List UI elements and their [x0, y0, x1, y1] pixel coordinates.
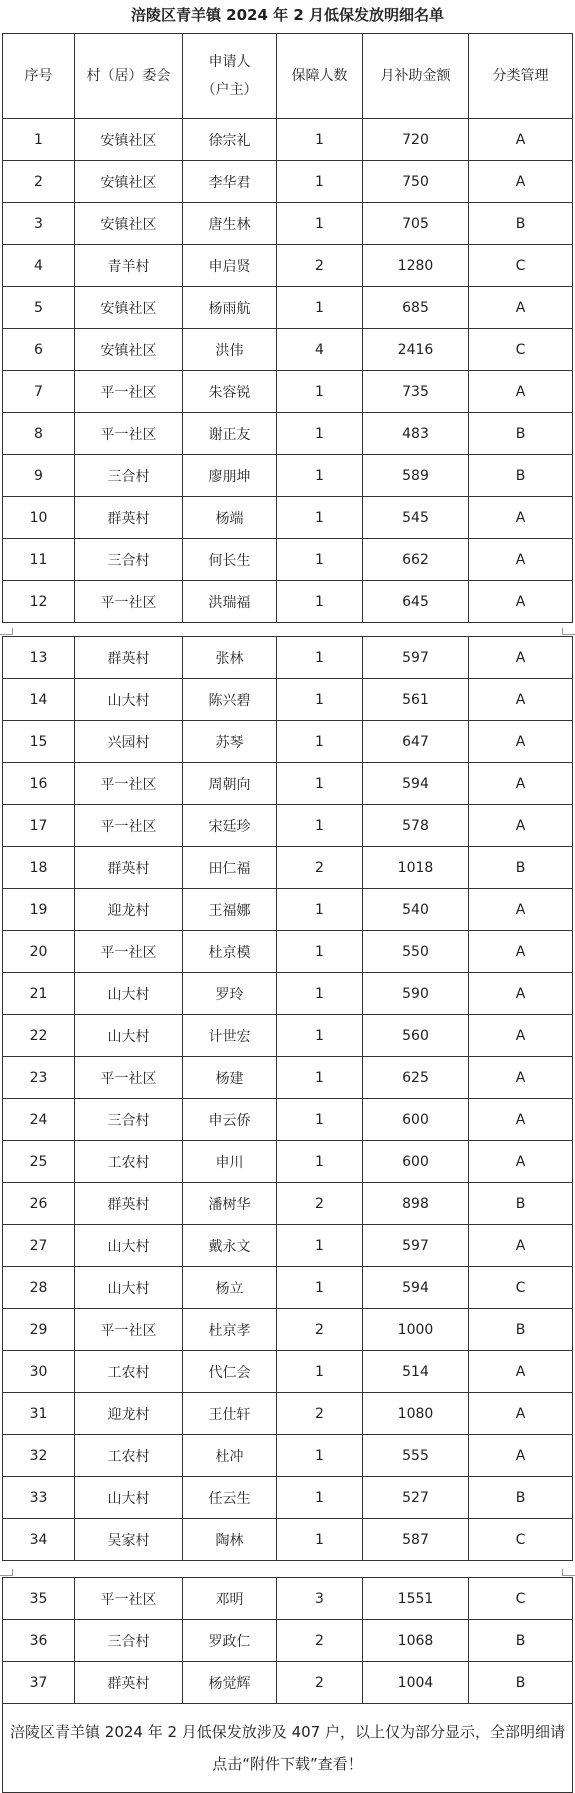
header-committee: 村（居）委会 — [75, 34, 183, 119]
table-row — [3, 1393, 573, 1435]
page-title: 涪陵区青羊镇 2024 年 2 月低保发放明细名单 — [130, 6, 445, 24]
row-category: A — [469, 161, 573, 203]
row-applicant: 周朝向 — [183, 763, 277, 805]
row-people-count: 1 — [277, 455, 363, 497]
row-category: B — [469, 1662, 573, 1704]
row-index: 34 — [3, 1519, 75, 1561]
row-monthly-amount: 527 — [363, 1477, 469, 1519]
row-index: 28 — [3, 1267, 75, 1309]
row-index: 2 — [3, 161, 75, 203]
row-category: B — [469, 1477, 573, 1519]
table-row — [3, 1309, 573, 1351]
row-committee: 迎龙村 — [75, 1393, 183, 1435]
row-index: 8 — [3, 413, 75, 455]
row-applicant: 潘树华 — [183, 1183, 277, 1225]
row-monthly-amount: 550 — [363, 931, 469, 973]
row-applicant: 李华君 — [183, 161, 277, 203]
row-people-count: 1 — [277, 973, 363, 1015]
table-row — [3, 1183, 573, 1225]
row-applicant: 陶林 — [183, 1519, 277, 1561]
row-category: A — [469, 1435, 573, 1477]
row-index: 36 — [3, 1620, 75, 1662]
row-category: C — [469, 1519, 573, 1561]
row-index: 21 — [3, 973, 75, 1015]
row-monthly-amount: 597 — [363, 637, 469, 679]
row-applicant: 罗玲 — [183, 973, 277, 1015]
table-row — [3, 1057, 573, 1099]
row-category: A — [469, 119, 573, 161]
table-row — [3, 1662, 573, 1704]
row-applicant: 杜冲 — [183, 1435, 277, 1477]
table-row — [3, 1477, 573, 1519]
row-index: 1 — [3, 119, 75, 161]
table-row — [3, 455, 573, 497]
row-committee: 山大村 — [75, 1477, 183, 1519]
row-monthly-amount: 1280 — [363, 245, 469, 287]
row-applicant: 何长生 — [183, 539, 277, 581]
row-people-count: 1 — [277, 931, 363, 973]
row-people-count: 3 — [277, 1578, 363, 1620]
row-monthly-amount: 590 — [363, 973, 469, 1015]
row-people-count: 1 — [277, 1519, 363, 1561]
row-people-count: 1 — [277, 119, 363, 161]
row-monthly-amount: 600 — [363, 1099, 469, 1141]
row-people-count: 1 — [277, 1435, 363, 1477]
row-applicant: 申云侨 — [183, 1099, 277, 1141]
row-category: C — [469, 245, 573, 287]
header-monthly-amount: 月补助金额 — [363, 34, 469, 119]
row-people-count: 1 — [277, 287, 363, 329]
row-committee: 吴家村 — [75, 1519, 183, 1561]
row-index: 6 — [3, 329, 75, 371]
row-monthly-amount: 645 — [363, 581, 469, 623]
row-applicant: 张林 — [183, 637, 277, 679]
row-monthly-amount: 1551 — [363, 1578, 469, 1620]
row-monthly-amount: 662 — [363, 539, 469, 581]
row-people-count: 1 — [277, 1225, 363, 1267]
row-people-count: 1 — [277, 763, 363, 805]
row-committee: 安镇社区 — [75, 203, 183, 245]
row-applicant: 朱容锐 — [183, 371, 277, 413]
row-index: 14 — [3, 679, 75, 721]
row-applicant: 杨觉辉 — [183, 1662, 277, 1704]
row-index: 7 — [3, 371, 75, 413]
row-category: A — [469, 539, 573, 581]
table-row — [3, 539, 573, 581]
table-row — [3, 119, 573, 161]
row-committee: 平一社区 — [75, 1578, 183, 1620]
row-index: 20 — [3, 931, 75, 973]
row-category: A — [469, 1015, 573, 1057]
row-category: A — [469, 1099, 573, 1141]
row-people-count: 1 — [277, 413, 363, 455]
row-monthly-amount: 589 — [363, 455, 469, 497]
header-applicant: 申请人 （户主） — [183, 34, 277, 119]
table-row — [3, 371, 573, 413]
row-committee: 平一社区 — [75, 413, 183, 455]
table-row — [3, 889, 573, 931]
row-index: 16 — [3, 763, 75, 805]
row-index: 31 — [3, 1393, 75, 1435]
row-monthly-amount: 483 — [363, 413, 469, 455]
row-index: 32 — [3, 1435, 75, 1477]
table-row — [3, 805, 573, 847]
row-index: 15 — [3, 721, 75, 763]
row-people-count: 1 — [277, 161, 363, 203]
row-committee: 安镇社区 — [75, 119, 183, 161]
row-category: A — [469, 721, 573, 763]
row-monthly-amount: 750 — [363, 161, 469, 203]
row-committee: 群英村 — [75, 1662, 183, 1704]
row-committee: 群英村 — [75, 847, 183, 889]
row-committee: 山大村 — [75, 973, 183, 1015]
row-people-count: 1 — [277, 497, 363, 539]
row-monthly-amount: 1000 — [363, 1309, 469, 1351]
row-people-count: 1 — [277, 679, 363, 721]
row-committee: 群英村 — [75, 637, 183, 679]
header-category: 分类管理 — [469, 34, 573, 119]
row-applicant: 田仁福 — [183, 847, 277, 889]
table-row — [3, 287, 573, 329]
row-committee: 三合村 — [75, 1620, 183, 1662]
table-row — [3, 203, 573, 245]
row-people-count: 1 — [277, 1015, 363, 1057]
row-monthly-amount: 587 — [363, 1519, 469, 1561]
row-category: B — [469, 1309, 573, 1351]
row-monthly-amount: 647 — [363, 721, 469, 763]
row-applicant: 杨端 — [183, 497, 277, 539]
row-category: C — [469, 329, 573, 371]
row-category: A — [469, 1141, 573, 1183]
row-monthly-amount: 2416 — [363, 329, 469, 371]
row-index: 27 — [3, 1225, 75, 1267]
row-committee: 平一社区 — [75, 805, 183, 847]
row-monthly-amount: 545 — [363, 497, 469, 539]
page-break-marker — [0, 628, 575, 634]
row-category: A — [469, 581, 573, 623]
row-applicant: 申启贤 — [183, 245, 277, 287]
row-applicant: 杨雨航 — [183, 287, 277, 329]
table-row — [3, 1519, 573, 1561]
row-applicant: 陈兴碧 — [183, 679, 277, 721]
row-committee: 安镇社区 — [75, 329, 183, 371]
row-monthly-amount: 735 — [363, 371, 469, 413]
table-row — [3, 329, 573, 371]
row-people-count: 2 — [277, 1662, 363, 1704]
row-people-count: 1 — [277, 203, 363, 245]
row-people-count: 2 — [277, 1183, 363, 1225]
row-applicant: 苏琴 — [183, 721, 277, 763]
row-people-count: 1 — [277, 1141, 363, 1183]
row-category: A — [469, 1225, 573, 1267]
row-applicant: 邓明 — [183, 1578, 277, 1620]
header-people-count: 保障人数 — [277, 34, 363, 119]
row-people-count: 1 — [277, 1477, 363, 1519]
row-monthly-amount: 597 — [363, 1225, 469, 1267]
row-monthly-amount: 1068 — [363, 1620, 469, 1662]
row-applicant: 任云生 — [183, 1477, 277, 1519]
row-committee: 安镇社区 — [75, 287, 183, 329]
row-applicant: 谢正友 — [183, 413, 277, 455]
row-index: 10 — [3, 497, 75, 539]
table-row — [3, 1099, 573, 1141]
row-applicant: 代仁会 — [183, 1351, 277, 1393]
row-applicant: 申川 — [183, 1141, 277, 1183]
row-people-count: 1 — [277, 1267, 363, 1309]
row-committee: 三合村 — [75, 1099, 183, 1141]
row-index: 12 — [3, 581, 75, 623]
row-committee: 山大村 — [75, 1225, 183, 1267]
header-index: 序号 — [3, 34, 75, 119]
row-index: 25 — [3, 1141, 75, 1183]
row-index: 37 — [3, 1662, 75, 1704]
row-committee: 平一社区 — [75, 1309, 183, 1351]
row-category: B — [469, 1620, 573, 1662]
page-break-marker — [0, 1569, 575, 1575]
row-applicant: 杜京模 — [183, 931, 277, 973]
row-monthly-amount: 685 — [363, 287, 469, 329]
row-applicant: 王仕轩 — [183, 1393, 277, 1435]
row-index: 18 — [3, 847, 75, 889]
row-applicant: 计世宏 — [183, 1015, 277, 1057]
row-monthly-amount: 705 — [363, 203, 469, 245]
table-row — [3, 161, 573, 203]
row-committee: 山大村 — [75, 1015, 183, 1057]
row-monthly-amount: 1080 — [363, 1393, 469, 1435]
row-monthly-amount: 555 — [363, 1435, 469, 1477]
row-committee: 山大村 — [75, 679, 183, 721]
row-monthly-amount: 514 — [363, 1351, 469, 1393]
row-committee: 青羊村 — [75, 245, 183, 287]
row-people-count: 1 — [277, 1351, 363, 1393]
row-committee: 安镇社区 — [75, 161, 183, 203]
row-applicant: 徐宗礼 — [183, 119, 277, 161]
row-applicant: 戴永文 — [183, 1225, 277, 1267]
row-people-count: 1 — [277, 1099, 363, 1141]
row-monthly-amount: 1004 — [363, 1662, 469, 1704]
row-index: 35 — [3, 1578, 75, 1620]
footer-row — [3, 1704, 573, 1793]
row-committee: 工农村 — [75, 1141, 183, 1183]
row-people-count: 2 — [277, 847, 363, 889]
row-monthly-amount: 720 — [363, 119, 469, 161]
row-committee: 工农村 — [75, 1435, 183, 1477]
allowance-table-part-3 — [2, 1577, 573, 1793]
table-row — [3, 1578, 573, 1620]
row-committee: 群英村 — [75, 1183, 183, 1225]
table-row — [3, 497, 573, 539]
table-row — [3, 847, 573, 889]
row-monthly-amount: 594 — [363, 1267, 469, 1309]
row-monthly-amount: 1018 — [363, 847, 469, 889]
table-row — [3, 1620, 573, 1662]
row-index: 33 — [3, 1477, 75, 1519]
row-category: A — [469, 805, 573, 847]
row-index: 23 — [3, 1057, 75, 1099]
row-monthly-amount: 625 — [363, 1057, 469, 1099]
row-people-count: 2 — [277, 1393, 363, 1435]
row-category: B — [469, 847, 573, 889]
row-committee: 平一社区 — [75, 371, 183, 413]
row-category: A — [469, 497, 573, 539]
row-category: A — [469, 973, 573, 1015]
row-index: 29 — [3, 1309, 75, 1351]
row-category: A — [469, 287, 573, 329]
table-row — [3, 721, 573, 763]
table-row — [3, 1141, 573, 1183]
row-category: A — [469, 679, 573, 721]
row-people-count: 1 — [277, 889, 363, 931]
row-index: 22 — [3, 1015, 75, 1057]
row-applicant: 洪瑞福 — [183, 581, 277, 623]
row-category: C — [469, 1267, 573, 1309]
row-committee: 三合村 — [75, 539, 183, 581]
row-index: 5 — [3, 287, 75, 329]
row-monthly-amount: 898 — [363, 1183, 469, 1225]
row-committee: 群英村 — [75, 497, 183, 539]
row-applicant: 唐生林 — [183, 203, 277, 245]
row-people-count: 4 — [277, 329, 363, 371]
row-committee: 迎龙村 — [75, 889, 183, 931]
row-applicant: 杨建 — [183, 1057, 277, 1099]
row-people-count: 2 — [277, 245, 363, 287]
table-row — [3, 1015, 573, 1057]
row-committee: 山大村 — [75, 1267, 183, 1309]
row-category: A — [469, 931, 573, 973]
row-applicant: 洪伟 — [183, 329, 277, 371]
row-applicant: 杨立 — [183, 1267, 277, 1309]
row-committee: 兴园村 — [75, 721, 183, 763]
table-row — [3, 637, 573, 679]
row-committee: 平一社区 — [75, 931, 183, 973]
footer-note: 涪陵区青羊镇 2024 年 2 月低保发放涉及 407 户，以上仅为部分显示，全部明细请点击“附件下载”查看！ — [3, 1704, 573, 1793]
row-index: 9 — [3, 455, 75, 497]
row-category: B — [469, 1183, 573, 1225]
row-index: 26 — [3, 1183, 75, 1225]
table-row — [3, 931, 573, 973]
row-index: 11 — [3, 539, 75, 581]
row-people-count: 1 — [277, 721, 363, 763]
row-index: 13 — [3, 637, 75, 679]
row-applicant: 王福娜 — [183, 889, 277, 931]
row-category: A — [469, 371, 573, 413]
row-committee: 平一社区 — [75, 763, 183, 805]
allowance-table-part-2 — [2, 636, 573, 1561]
row-people-count: 1 — [277, 637, 363, 679]
row-index: 19 — [3, 889, 75, 931]
row-index: 4 — [3, 245, 75, 287]
row-people-count: 1 — [277, 371, 363, 413]
table-row — [3, 679, 573, 721]
table-row — [3, 1267, 573, 1309]
row-committee: 三合村 — [75, 455, 183, 497]
table-row — [3, 581, 573, 623]
row-applicant: 杜京孝 — [183, 1309, 277, 1351]
table-row — [3, 413, 573, 455]
row-category: A — [469, 763, 573, 805]
table-header-row — [3, 34, 573, 119]
row-index: 3 — [3, 203, 75, 245]
row-applicant: 罗政仁 — [183, 1620, 277, 1662]
table-row — [3, 763, 573, 805]
row-index: 30 — [3, 1351, 75, 1393]
row-people-count: 1 — [277, 805, 363, 847]
table-row — [3, 1435, 573, 1477]
row-index: 24 — [3, 1099, 75, 1141]
row-monthly-amount: 561 — [363, 679, 469, 721]
row-monthly-amount: 578 — [363, 805, 469, 847]
row-applicant: 宋廷珍 — [183, 805, 277, 847]
row-category: C — [469, 1578, 573, 1620]
row-category: A — [469, 1057, 573, 1099]
table-row — [3, 1351, 573, 1393]
row-category: A — [469, 637, 573, 679]
row-committee: 平一社区 — [75, 581, 183, 623]
row-category: B — [469, 455, 573, 497]
row-monthly-amount: 560 — [363, 1015, 469, 1057]
row-monthly-amount: 594 — [363, 763, 469, 805]
row-applicant: 廖朋坤 — [183, 455, 277, 497]
row-committee: 工农村 — [75, 1351, 183, 1393]
row-index: 17 — [3, 805, 75, 847]
row-category: B — [469, 413, 573, 455]
row-people-count: 1 — [277, 581, 363, 623]
row-people-count: 1 — [277, 1057, 363, 1099]
row-people-count: 1 — [277, 539, 363, 581]
row-category: A — [469, 1393, 573, 1435]
row-category: A — [469, 1351, 573, 1393]
table-row — [3, 973, 573, 1015]
row-committee: 平一社区 — [75, 1057, 183, 1099]
row-monthly-amount: 540 — [363, 889, 469, 931]
row-category: B — [469, 203, 573, 245]
row-people-count: 2 — [277, 1309, 363, 1351]
allowance-table-part-1 — [2, 33, 573, 623]
row-monthly-amount: 600 — [363, 1141, 469, 1183]
row-category: A — [469, 889, 573, 931]
table-row — [3, 245, 573, 287]
row-people-count: 2 — [277, 1620, 363, 1662]
table-row — [3, 1225, 573, 1267]
